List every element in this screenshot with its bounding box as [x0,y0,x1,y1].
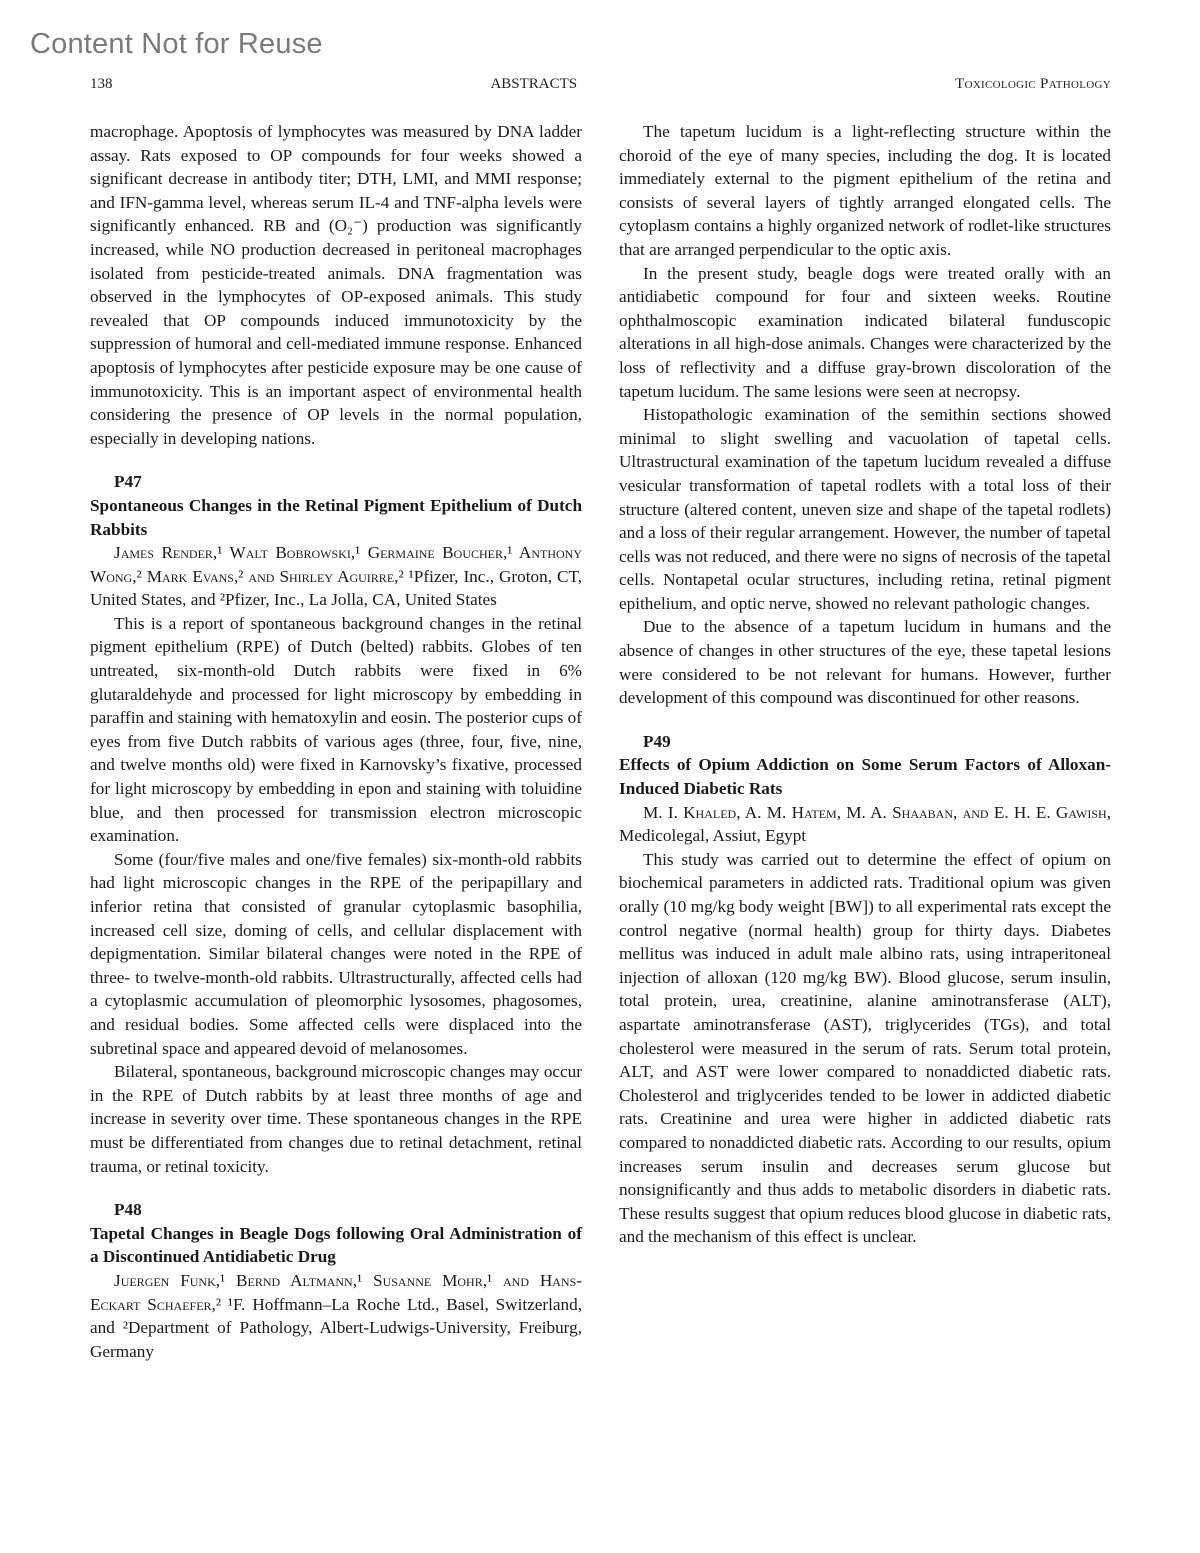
abstract-title-p48: Tapetal Changes in Beagle Dogs following Oral Administration of a Discontinued Antidiabetic Drug [90,1223,582,1267]
abstract-title-p49: Effects of Opium Addiction on Some Serum Factors of Alloxan-Induced Diabetic Rats [619,755,1111,799]
authors-p49: M. I. Khaled, A. M. Hatem, M. A. Shaaban, and E. H. E. Gawish, [643,802,1111,822]
paragraph: This is a report of spontaneous background changes in the retinal pigment epithelium (RPE) of Dutch (belted) rabbits. Globes of ten untreated, six-month-old Dutch rabbits were fixed in 6% glutaraldehyde and processed for light microscopy by embedding in paraffin and staining with hematoxylin and eosin. The posterior cups of eyes from five Dutch rabbits of various ages (three, four, five, nine, and twelve months old) were fixed in Karnovsky’s fixative, processed for light microscopy by embedding in epon and staining with toluidine blue, and then processed for transmission electron microscopic examination. [90,613,582,846]
running-head [90,76,1111,93]
paragraph: Some (four/five males and one/five females) six-month-old rabbits had light microscopic changes in the RPE of the peripapillary and inferior retina that consisted of granular cytoplasmic basophilia, increased cell size, doming of cells, and cellular displacement with depigmentation. Similar bilateral changes were noted in the RPE of three- to twelve-month-old rabbits. Ultrastructurally, affected cells had a cytoplasmic accumulation of pleomorphic lysosomes, phagosomes, and residual bodies. Some affected cells were displaced into the subretinal space and appeared devoid of melanosomes. [90,849,582,1058]
article-body [90,120,1111,1363]
left-column [90,120,582,1363]
watermark: Content Not for Reuse [30,28,323,60]
paragraph: The tapetum lucidum is a light-reflecting structure within the choroid of the eye of many species, including the dog. It is located immediately external to the pigment epithelium of the retina and consists of several layers of tightly arranged elongated cells. The cytoplasm contains a highly organized network of rodlet-like structures that are arranged perpendicular to the optic axis. [619,122,1111,259]
authors-p47: James Render,¹ Walt Bobrowski,¹ Germaine Boucher,¹ Anthony Wong,² Mark Evans,² and Shirley Aguirre,² [90,543,582,586]
section-title: ABSTRACTS [490,76,578,92]
affiliations-p49: Medicolegal, Assiut, Egypt [619,826,807,846]
abstract-id-p48: P48 [114,1200,142,1220]
affiliations-p47: ¹Pfizer, Inc., Groton, CT, United States, and ²Pfizer, Inc., La Jolla, CA, United States [90,566,583,610]
abstract-id-p47: P47 [114,472,142,492]
byline-p49 [619,801,1111,848]
paragraph: Histopathologic examination of the semithin sections showed minimal to slight swelling and vacuolation of tapetal cells. Ultrastructural examination of the tapetum lucidum revealed a diffuse vesicular transformation of tapetal rodlets with a total loss of their structure (altered content, uneven size and shape of the tapetal rodlets) and a loss of their regular arrangement. However, the number of tapetal cells was not reduced, and there were no signs of necrosis of the tapetal cells. Nontapetal ocular structures, including retina, retinal pigment epithelium, and optic nerve, showed no relevant pathologic changes. [619,405,1111,613]
page-number: 138 [90,76,113,92]
right-column [619,120,1111,1363]
abstract-id-p49: P49 [643,731,671,751]
paragraph: Due to the absence of a tapetum lucidum in humans and the absence of changes in other structures of the eye, these tapetal lesions were considered to be not relevant for humans. However, further development of this compound was discontinued for other reasons. [619,617,1111,708]
affiliations-p48: ¹F. Hoffmann–La Roche Ltd., Basel, Switzerland, and ²Department of Pathology, Albert-Ludwigs-University, Freiburg, Germany [90,1294,582,1361]
abstract-title-p47: Spontaneous Changes in the Retinal Pigment Epithelium of Dutch Rabbits [90,495,582,539]
byline-p48 [90,1269,582,1363]
abstract-continuation: macrophage. Apoptosis of lymphocytes was measured by DNA ladder assay. Rats exposed to OP compounds for four weeks showed a significant decrease in antibody titer; DTH, LMI, and MMI response; and IFN-gamma level, whereas serum IL-4 and TNF-alpha levels were significantly enhanced. RB and (O₂⁻) production was significantly increased, while NO production decreased in peritoneal macrophages isolated from pesticide-treated animals. DNA fragmentation was observed in the lymphocytes of OP-exposed animals. This study revealed that OP compounds induced immunotoxicity by the suppression of humoral and cell-mediated immune response. Enhanced apoptosis of lymphocytes after pesticide exposure may be one cause of immunotoxicity. This is an important aspect of environmental health considering the presence of OP levels in the normal population, especially in developing nations. [90,122,582,448]
paragraph: This study was carried out to determine the effect of opium on biochemical parameters in addicted rats. Traditional opium was given orally (10 mg/kg body weight [BW]) to all experimental rats except the control negative (normal health) group for thirty days. Diabetes mellitus was induced in adult male albino rats, using intraperitoneal injection of alloxan (120 mg/kg BW). Blood glucose, serum insulin, total protein, urea, creatinine, alanine aminotransferase (ALT), aspartate aminotransferase (AST), triglycerides (TGs), and total cholesterol were measured in the serum of rats. Serum total protein, ALT, and AST were lower compared to nonaddicted diabetic rats. Cholesterol and triglycerides tended to be lower in addicted diabetic rats. Creatinine and urea were higher in addicted diabetic rats compared to nonaddicted diabetic rats. According to our results, opium increases serum insulin and decreases serum glucose but nonsignificantly and thus adds to metabolic disorders in diabetic rats. These results suggest that opium reduces blood glucose in diabetic rats, and the mechanism of this effect is unclear. [619,849,1111,1247]
byline-p47 [90,541,582,612]
journal-name: Toxicologic Pathology [955,76,1111,92]
paragraph: Bilateral, spontaneous, background microscopic changes may occur in the RPE of Dutch rabbits by at least three months of age and increase in severity over time. These spontaneous changes in the RPE must be differentiated from changes due to retinal detachment, retinal trauma, or retinal toxicity. [90,1062,582,1176]
paragraph: In the present study, beagle dogs were treated orally with an antidiabetic compound for four and sixteen weeks. Routine ophthalmoscopic examination indicated bilateral funduscopic alterations in all high-dose animals. Changes were characterized by the loss of reflectivity and a diffuse gray-brown discoloration of the tapetum lucidum. The same lesions were seen at necropsy. [619,263,1111,401]
authors-p48: Juergen Funk,¹ Bernd Altmann,¹ Susanne Mohr,¹ and Hans-Eckart Schaefer,² [90,1270,582,1314]
